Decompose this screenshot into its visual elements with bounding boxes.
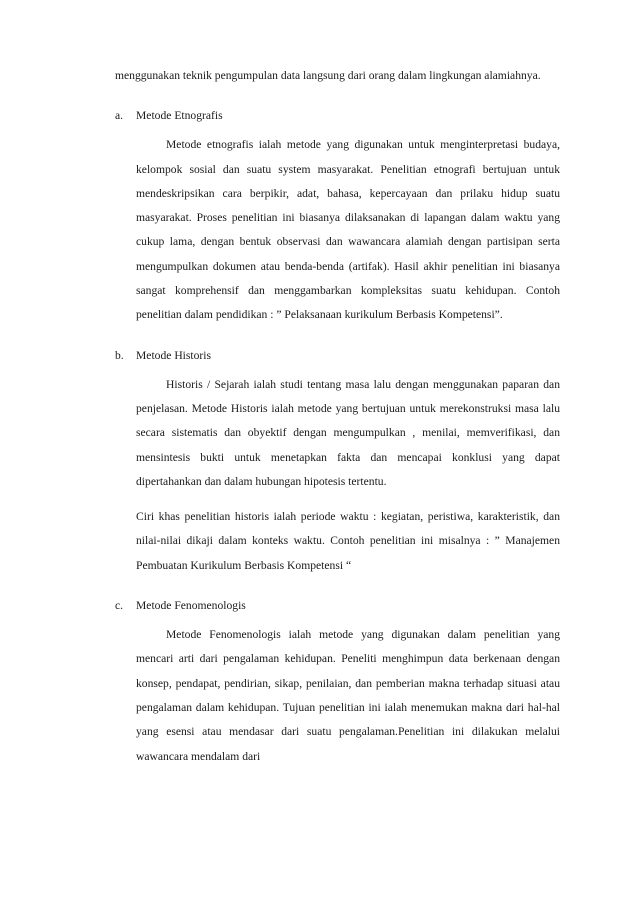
section-heading-etnografis [115, 109, 560, 122]
section-label: c. [115, 599, 124, 613]
section-heading-historis [115, 349, 560, 362]
paragraph-etnografis: Metode etnografis ialah metode yang digunakan untuk menginterpretasi budaya, kelompok sosial dan suatu system masyarakat. Penelitian etnografi bertujuan untuk mendeskripsikan cara berpikir, adat, bahasa, kepercayaan dan prilaku hidup suatu masyarakat. Proses penelitian ini biasanya dilaksanakan di lapangan dalam waktu yang cukup lama, dengan bentuk observasi dan wawancara alamiah dengan partisipan serta mengumpulkan dokumen atau benda-benda (artifak). Hasil akhir penelitian ini biasanya sangat komprehensif dan menggambarkan kompleksitas suatu kehidupan. Contoh penelitian dalam pendidikan : ” Pelaksanaan kurikulum Berbasis Kompetensi”. [136, 138, 560, 322]
paragraph-historis-1: Historis / Sejarah ialah studi tentang masa lalu dengan menggunakan paparan dan penjelasan. Metode Historis ialah metode yang bertujuan untuk merekonstruksi masa lalu secara sistematis dan obyektif dengan mengumpulkan , menilai, memverifikasi, dan mensintesis bukti untuk menetapkan fakta dan mencapai konklusi yang dapat dipertahankan dan dalam hubungan hipotesis tertentu. [136, 377, 560, 488]
paragraph-fenomenologis: Metode Fenomenologis ialah metode yang digunakan dalam penelitian yang mencari arti dari pengalaman kehidupan. Peneliti menghimpun data berkenaan dengan konsep, pendapat, pendirian, sikap, penilaian, dan pemberian makna terhadap situasi atau pengalaman dalam kehidupan. Tujuan penelitian ini ialah menemukan makna dari hal-hal yang esensi atau mendasar dari suatu pengalaman.Penelitian ini dilakukan melalui wawancara mendalam dari [136, 628, 560, 763]
paragraph-historis-2: Ciri khas penelitian historis ialah periode waktu : kegiatan, peristiwa, karakteristik, dan nilai-nilai dikaji dalam konteks waktu. Contoh penelitian ini misalnya : ” Manajemen Pembuatan Kurikulum Berbasis Kompetensi “ [136, 510, 560, 572]
section-title: Metode Historis [136, 348, 212, 362]
section-title: Metode Etnografis [136, 109, 223, 123]
section-label: a. [115, 109, 124, 123]
text-column [115, 64, 560, 769]
section-title: Metode Fenomenologis [136, 599, 246, 613]
intro-paragraph: menggunakan teknik pengumpulan data langsung dari orang dalam lingkungan alamiahnya. [115, 69, 541, 82]
section-heading-fenomenologis [115, 599, 560, 612]
section-label: b. [115, 348, 124, 362]
